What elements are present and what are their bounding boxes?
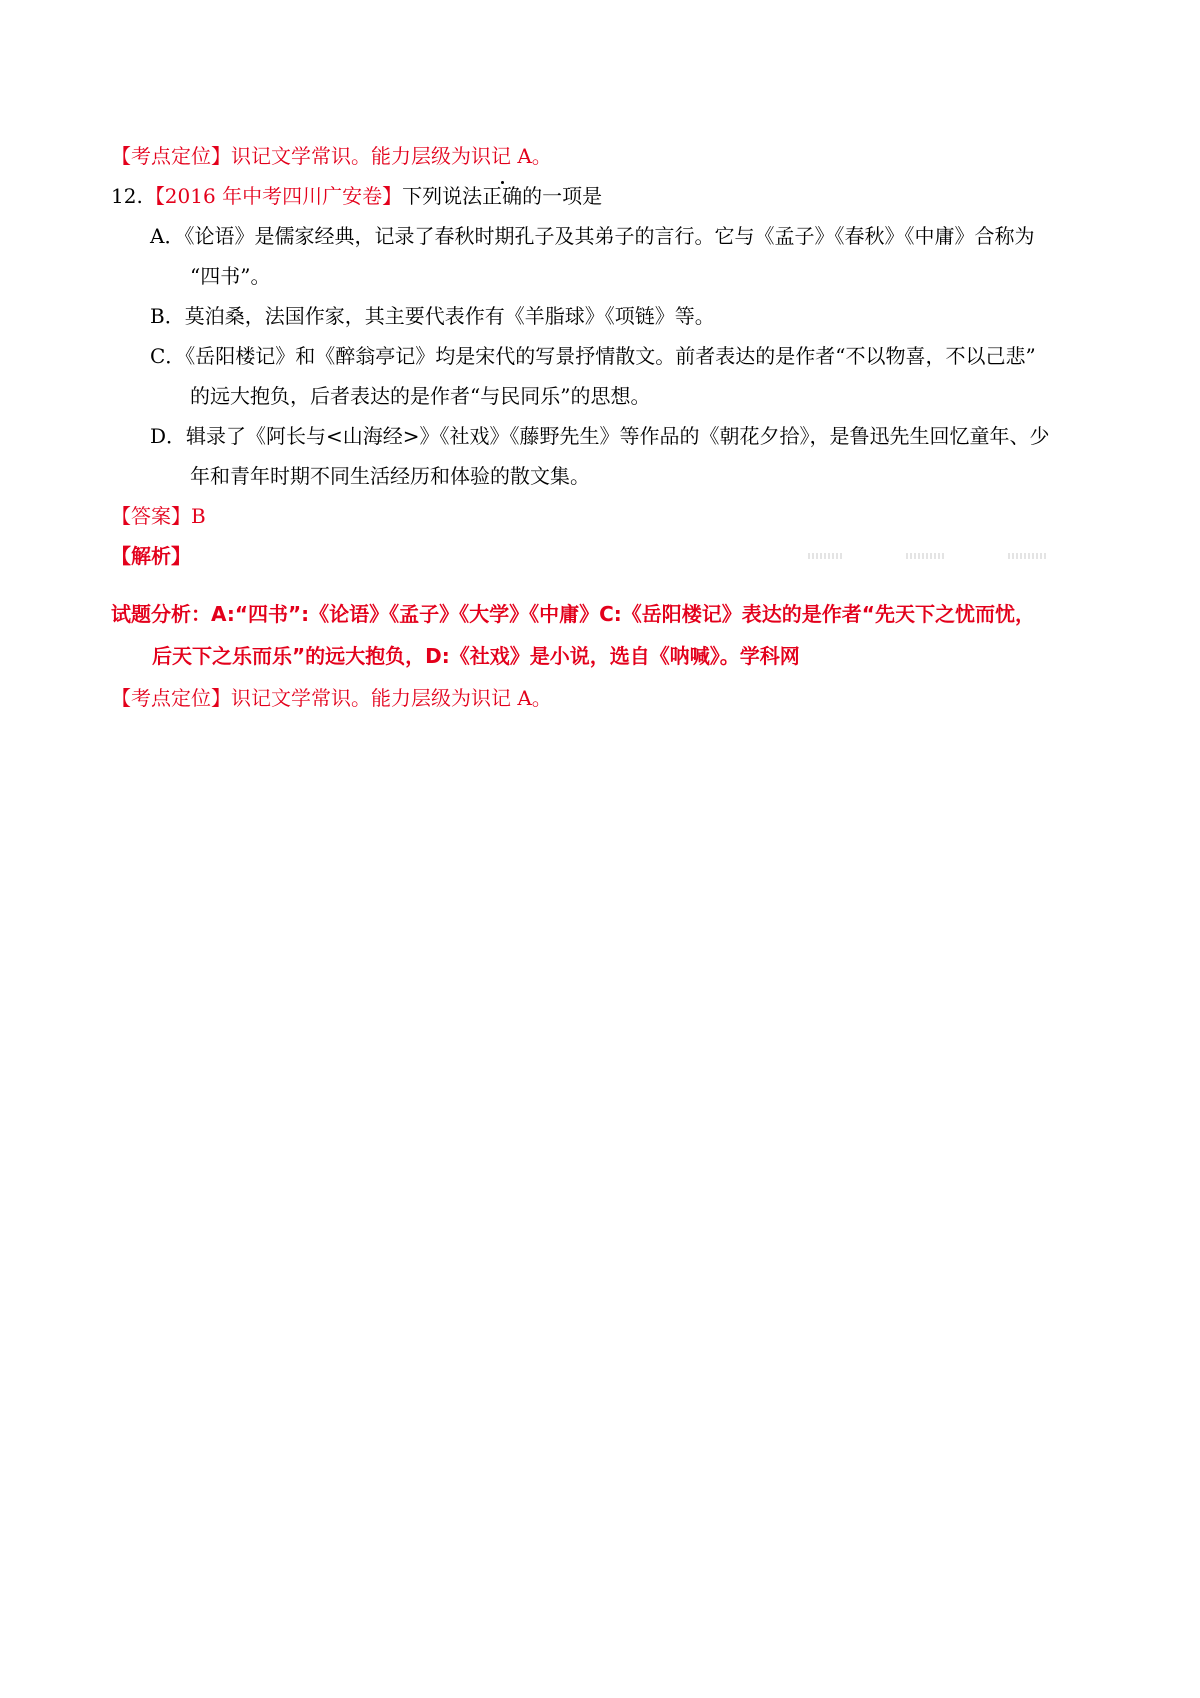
option-a-line-1: A．《论语》是儒家经典，记录了春秋时期孔子及其弟子的言行。它与《孟子》《春秋》《中庸》合称为 <box>150 224 1035 248</box>
top-exam-point-label: 【考点定位】 <box>111 144 231 168</box>
analysis-line-1: 试题分析：A:“四书”:《论语》《孟子》《大学》《中庸》C:《岳阳楼记》表达的是作者“先天下之忧而忧， <box>111 602 1035 626</box>
question-number: 12. <box>111 184 143 208</box>
bottom-exam-point <box>111 684 552 712</box>
option-c-line-1: C．《岳阳楼记》和《醉翁亭记》均是宋代的写景抒情散文。前者表达的是作者“不以物喜，不以己悲” <box>150 344 1036 368</box>
answer-value: B <box>191 504 206 528</box>
option-d-line-1: D．辑录了《阿长与<山海经>》《社戏》《藤野先生》等作品的《朝花夕拾》，是鲁迅先生回忆童年、少 <box>150 424 1050 448</box>
top-exam-point <box>111 142 552 170</box>
option-d-line-2: 年和青年时期不同生活经历和体验的散文集。 <box>190 464 590 488</box>
question-stem-before: 下列说法 <box>402 184 483 208</box>
question-stem-after: 的一项是 <box>522 184 603 208</box>
question-source: 【2016 年中考四川广安卷】 <box>144 184 403 208</box>
option-a-line-2: “四书”。 <box>190 264 271 288</box>
answer-line <box>111 502 206 530</box>
scan-speck <box>808 553 842 559</box>
question-stem-emphasis: 正确 <box>482 184 523 208</box>
option-c-line-2: 的远大抱负，后者表达的是作者“与民同乐”的思想。 <box>190 384 651 408</box>
top-exam-point-text: 识记文学常识。能力层级为识记 A。 <box>231 144 552 168</box>
analysis-line-2: 后天下之乐而乐”的远大抱负，D:《社戏》是小说，选自《呐喊》。学科网 <box>152 644 800 668</box>
question-stem <box>111 182 602 210</box>
bottom-exam-point-label: 【考点定位】 <box>111 686 231 710</box>
answer-label: 【答案】 <box>111 504 191 528</box>
scan-speck <box>1008 553 1048 559</box>
option-b-line-1: B．莫泊桑，法国作家，其主要代表作有《羊脂球》《项链》等。 <box>150 304 715 328</box>
bottom-exam-point-text: 识记文学常识。能力层级为识记 A。 <box>231 686 552 710</box>
scan-speck <box>906 553 944 559</box>
analysis-label: 【解析】 <box>111 544 191 568</box>
